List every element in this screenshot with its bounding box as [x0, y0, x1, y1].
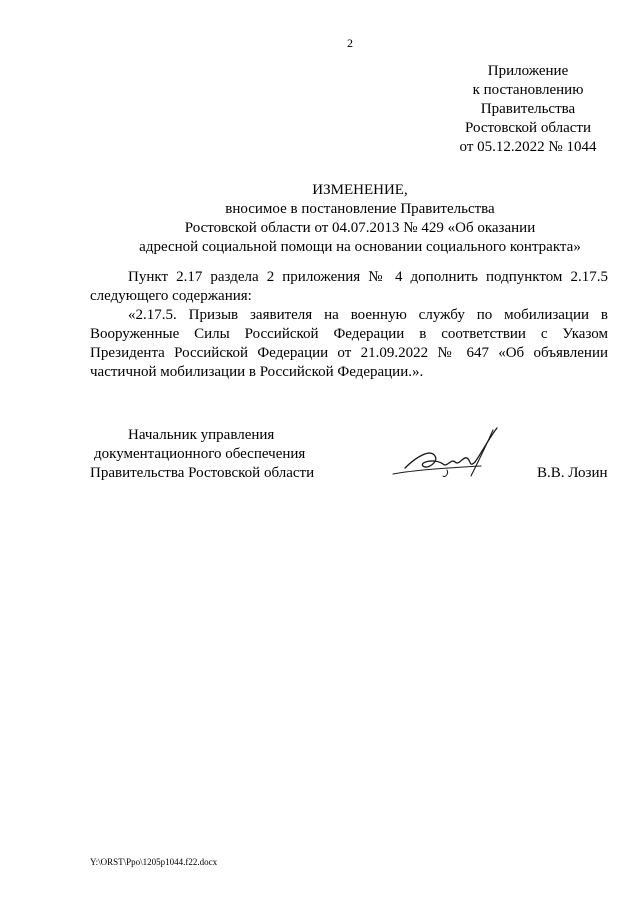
title-line: Ростовской области от 04.07.2013 № 429 «Об оказании: [184, 220, 536, 236]
title-heading: ИЗМЕНЕНИЕ,: [312, 182, 408, 198]
appendix-line: Правительства: [480, 101, 576, 117]
page-number: 2: [347, 36, 353, 50]
appendix-line: Ростовской области: [465, 120, 591, 136]
signatory-position: [90, 426, 314, 483]
title-line: вносимое в постановление Правительства: [225, 201, 495, 217]
appendix-line: Приложение: [487, 63, 569, 79]
appendix-line: от 05.12.2022 № 1044: [459, 139, 597, 155]
position-line: документационного обеспечения: [94, 446, 306, 462]
position-line: Правительства Ростовской области: [90, 465, 315, 481]
appendix-reference: [440, 62, 616, 157]
handwritten-signature: [385, 418, 505, 490]
position-line: Начальник управления: [128, 427, 275, 443]
title-line: адресной социальной помощи на основании социального контракта»: [139, 239, 581, 255]
file-path: Y:\ORST\Ppo\1205p1044.f22.docx: [90, 857, 218, 867]
document-title: [60, 181, 640, 257]
body-paragraph: «2.17.5. Призыв заявителя на военную службу по мобилизации в Вооруженные Силы Российской Федерации в соответствии с Указом Президента Российской Федерации от 21.09.2022 № 647 «Об объявлении частичной мобилизации в Российской Федерации.».: [90, 307, 608, 380]
appendix-line: к постановлению: [472, 82, 584, 98]
body-paragraph: Пункт 2.17 раздела 2 приложения № 4 дополнить подпунктом 2.17.5 следующего содержания:: [90, 269, 608, 304]
document-body: [90, 268, 608, 382]
signatory-name: В.В. Лозин: [537, 465, 608, 481]
